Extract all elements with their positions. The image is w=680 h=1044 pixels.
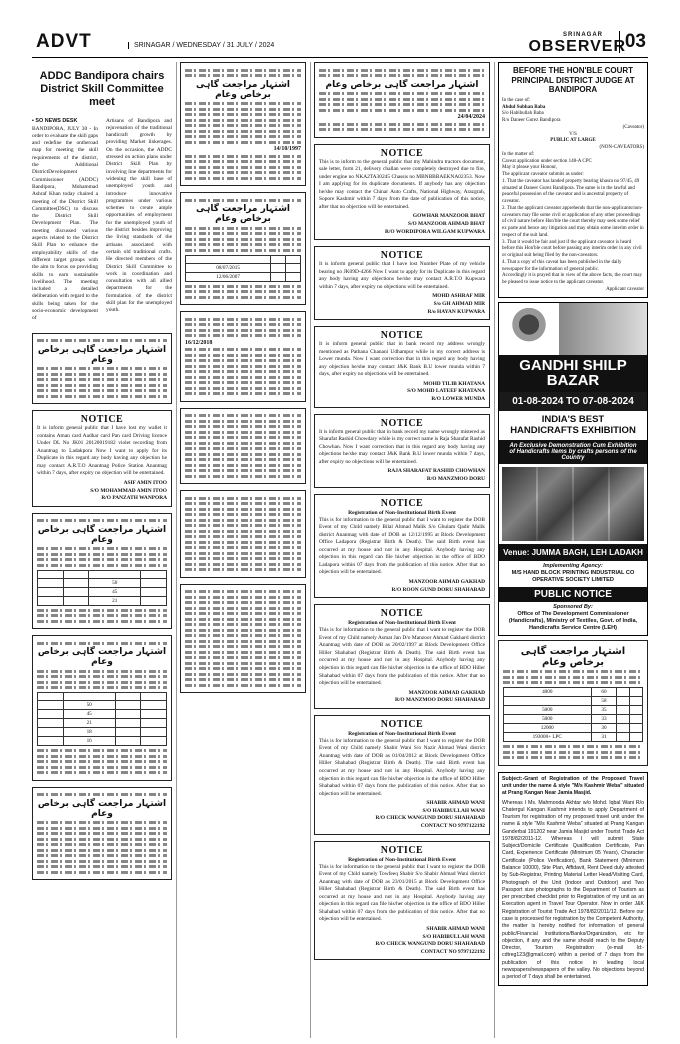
urdu-notice bbox=[180, 408, 306, 485]
notice-birth-event: NOTICE Registration of Non-Institutional Birth Event This is for information to the general public that I want to register the DOB Event of my Child namely Asmat Jan D/o Manzoor Ahmad Gakhard district Anantnag with date of DOB as 20/02/1997 at Block Development Office Hiller Shahabad (Registrar Birth & Death). The said Birth event has occurred at my house and not in any Hospital. Anybody having any objection in this regard can file his/her objection in the office of BDO Hiller Shahabad within 07 days from the publication of this notice. After that no objection will be entertained. MANZOOR AHMAD GAKHAD R/O MANZMOO DORU SHAHABAD bbox=[314, 604, 490, 709]
page-header bbox=[32, 30, 648, 58]
notice-tractor-documents: NOTICE This is to inform to the general public that my Mahindra tractors document, sale letter, form 21, delivery challan were completely destroyed due to fire, under engine no NKA2TA30245 Chassis no MBNBBBAEKNA02353. Now I am applying for its duplicate documents. If anybody has any objection he/she may contact the Chinar Auto Crafts, National Highway, Arazgrah, Sopore Kashmir within 7 days from the date of publication of this notice, after that no objection will be entertained. GOWHAR MANZOOR BHAT S/O MANZOOR AHMAD BHAT R/O WORDIPORA WILGAM KUPWARA bbox=[314, 144, 490, 241]
urdu-notice: اشتہار مراجعت گاہی برخاص وعام bbox=[32, 787, 172, 881]
urdu-notice: اشتہار مراجعت گاہی برخاص وعام 24/04/2024 bbox=[314, 62, 490, 138]
urdu-notice: 16/12/2018 bbox=[180, 311, 306, 402]
column-rule bbox=[494, 62, 495, 1038]
urdu-table: 4000 60 58 5000 35 5000 33 12000 30 193000+ LPC 31 bbox=[503, 687, 643, 742]
notice-lost-wallet: NOTICE It is inform general public that I have lost my wallet it contains Aman card Aadhar card Pan card Driving licence Under DL No JK01 20120019182 violet recording from Anantnag to Ladakpora Now I want to apply for its Duplicate in this regard any body having any objection he may contact A.R.T.O Anantnag Police Station Anantnag within 7 days, after expiry no objection will be entertained. ASIF AMIN ITOO S/O MOHAMMAD AMIN ITOO R/O PANZATH WANPORA bbox=[32, 410, 172, 507]
urdu-notice: اشتہار مراجعت گاہی برخاص وعام 4000 60 58 5000 35 5000 33 12000 30 193000+ LPC 31 bbox=[498, 640, 648, 766]
notice-name-correction: NOTICE It is inform general public that in bank record my name wrongly mistered as Sharafat Rashid Chowdary while is my correct name is Raja Sharafat Rashid Chowhan. Now I want correction that in this regard any body having any objections he/she may contact J&K Bank B.U lower munda within 7 days, after expiry no objections will be entertained. RAJA SHARAFAT RASHID CHOWHAN R/O MANZMOO DORU bbox=[314, 414, 490, 488]
urdu-notice: اشتہار مراجعت گاہی برخاص وعام 50 45 21 bbox=[32, 513, 172, 630]
article-headline: ADDC Bandipora chairs District Skill Committee meet bbox=[39, 70, 165, 109]
masthead bbox=[510, 32, 626, 56]
court-caveat: BEFORE THE HON'BLE COURT PRINCIPAL DISTRICT JUDGE AT BANDIPORA In the case of: Abdul Subhan Baba S/o Habibullah Baba R/o Daneer Gurez Bandipora (Caveator) V/S PUBLIC AT LARGE (NON-CAVEATORS) In the matter of: Caveat application under section 148-A CPC May it please your Honour, The applicant caveator submits as under: 1. That the caveator has landed property bearing khasra no 97/45, 49 situated at Daneer Gurez Bandipora. The same is in the lawful and peaceful possession of the caveator and is ancestral property of caveator. 2. That the applicant caveator apprehends that the non-applicants/non-caveators may file some civil or application of any other proceedings of civil nature before Hon'ble the court thereby may seek some relief ex parte and hence any litigation and may obtain some interim order in respect of the suit land. 3. That it would be fair and just if the applicant caveator is heard before this Hon'ble court before passing any interim order in any civil or original suit being filed by the non-caveators. 4. That a copy of this caveat has been published in the daily newspaper for the information of general public. Accordingly it is prayed that in view of the above facts, the court may be pleased to issue notice to the applicant caveator. Applicant caveator bbox=[498, 62, 648, 298]
column-rule bbox=[176, 62, 177, 1038]
notice-birth-event: NOTICE Registration of Non-Institutional Birth Event This is for information to the general public that I want to register the DOB Event of my Child namely Towfeeq Shabir S/o Shabir Ahmad Wani district Anantnag with date of DOB as 23/01/2015 at Block Development Office Hiller Shahabad (Registrar Birth & Death). The said Birth event has occurred at my house and not in any Hospital. Anybody having any objection in this regard can file his/her objection in the office of BDO Hiller Shahabad within 07 days from the publication of this notice. After that no objection will be entertained. SHABIR AHMAD WANI S/O HABIBULLAH WANI R/O CHECK WANGUND DORU SHAHABAD CONTACT NO 9797122192 bbox=[314, 841, 490, 961]
column-right bbox=[498, 62, 648, 1038]
gandhi-shilp-bazar-ad: GANDHI SHILP BAZAR 01-08-2024 TO 07-08-2024 INDIA'S BEST HANDICRAFTS EXHIBITION An Exclusive Demonstration Cum Exhibition of Handicrafts items by crafts persons of the Country Venue: JUMMA BAGH, LEH LADAKH Implementing Agency: M/S HAND BLOCK PRINTING INDUSTRIAL CO OPERATIVE SOCIETY LIMITED PUBLIC NOTICE Sponsored By: Office of The Development Commissioner (Handicrafts), Ministry of Textiles, Govt. of India, Handicrafts Service Centre (LEH) bbox=[498, 302, 648, 636]
handicraft-photos bbox=[502, 467, 644, 541]
article-body bbox=[32, 118, 172, 323]
article-byline: ▪ SO NEWS DESK bbox=[32, 117, 78, 124]
article-text-col2: Artisans of Bandipora and rejuvenation of the traditional handicraft growth by providing Market linkerages. On the occasion, the ADDC stressed on action plans under District Skill Plan by involving line departments for widening the skill base of unemployed youth and introduce innovative programmes under various schemes to create ample opportunities of employment for the unemployed youth of the district besides improving the living standards of the artisans associated with certain old traditional crafts. He directed members of the District Skill Committee to work in coordination and consultation with all allied departments for the formulation of the district skill plan for the unemployed youth. bbox=[106, 117, 172, 314]
column-notices bbox=[314, 62, 490, 1038]
urdu-notice bbox=[180, 490, 306, 578]
column-rule bbox=[310, 62, 311, 1038]
column-urdu bbox=[180, 62, 306, 1038]
urdu-table: 50 45 21 18 16 bbox=[37, 692, 167, 746]
article-text-col1: BANDIPORA, JULY 30 - In order to evaluate the skill gaps and redefine the ontheroad map for meeting the skill requirements of the district, the Additional DistrictDevelopment Commissioner (ADDC) Bandipora, Mohammad Ashraf Khan today chaired a meeting of the District Skill Committee(DSC) to discuss the District Skill Development Plan. The meeting discussed various aspects related to the District Skill Plan to enhance the employability skills of the different target groups with the aim to focus on providing skills to earn sustainable livelihood. The meeting included a detailed deliberation with regard to the skills being taken for the socio-economic development of bbox=[32, 125, 99, 322]
dateline: SRINAGAR / WEDNESDAY / 31 JULY / 2024 bbox=[128, 42, 274, 49]
notice-number-plate: NOTICE It is inform general public that I have lost Number Plate of my vehicle bearing no JK09D-4266 Now I want to apply for its Duplicate in this regard any body having any objections he/she may contact A.R.T.O Kupwara within 7 days, after expiry no objections will be entertained. MOHD ASHRAF MIR S/o GH AHMAD MIR R/o HAYAN KUPWARA bbox=[314, 246, 490, 320]
urdu-notice: اشتہار مراجعت گاہی برخاص وعام 50 45 21 18 16 bbox=[32, 635, 172, 781]
india-emblem-icon bbox=[509, 307, 549, 351]
tourism-registration-notice: Subject:-Grant of Registration of the Proposed Travel unit under the name & style "M/s Kashmir Weba" situated at Prang Kangan Near Jamia Masjid. Whereas I Ms. Mahmooda Akhtar w/o Mohd. Iqbal Wani R/o Chatergul Kangan Kashmir intends to apply Department of Tourism for registration of my proposed travel unit under the name & style "M/s Kashmir Weba" situated at Prang Kangan Ganderbal 191202 near Jamia Masjid under Tourist Trade Act 1978/82/2011-12. Whereas I will submit State Subject/Domicile Certificate Qualification Certificate, Pan Card, Experience Certificate (Minimum 05 Years), Character Certificate (Police Verification), Bank Statement (Minimum Balance 10000), Site Plan, Affidavit, Rent Deed duly attested by Sub-Registrar, Printing Material Letter Head/Visiting Card, Photograph of the Unit (Indoor and Outdoor) and Two Passport size photographs to the Department of Tourism as per prescribed checklist prior to Registration of my unit as an Execution agent in Travel Tour Operator. Now in order J&K Registration of Tourist Trade Act 1978/82/2011/12. Before our case is processed for registration by the Competent Authority, the matter is hereby notified for information of general public/Financial Institutions/Banks/Organization, etc for objection, if any and the same should reach to the Deputy Director, Tourism Registration (e-mail Id:- cdtreg123@gmail.com) within a period of 7 days from the publication of this notice in leading local newspapers/newspapers of the valley. No objections beyond a period of 7 days shall be entertained. bbox=[498, 772, 648, 986]
urdu-notice bbox=[180, 584, 306, 694]
section-label: ADVT bbox=[36, 31, 92, 52]
notice-birth-event: NOTICE Registration of Non-Institutional Birth Event This is for information to the general public that I want to register the DOB Event of my Child namely Shabir Wani S/o Nazir Ahmad Wani district Anantnag with date of DOB as 01/04/2012 at Block Development Office Hiller Shahabad (Registrar Birth & Death). The said Birth event has occurred at my house and not in any Hospital. Anybody having any objection in this regard can file his/her objection in the office of BDO Hiller Shahabad within 07 days from the publication of this notice. After that no objection will be entertained. SHABIR AHMAD WANI S/O HABIBULLAH WANI R/O CHECK WANGUND DORU SHAHABAD CONTACT NO 9797122192 bbox=[314, 715, 490, 835]
page-number: 03 bbox=[619, 31, 646, 53]
urdu-table: 50 45 21 bbox=[37, 570, 167, 606]
urdu-table: 08/07/2015 12/06/2007 bbox=[185, 255, 301, 282]
urdu-notice: اشتہار مراجعت گاہی برخاص وعام bbox=[32, 333, 172, 405]
masthead-city: SRINAGAR bbox=[562, 32, 603, 38]
masthead-title: OBSERVER bbox=[528, 38, 626, 55]
notice-birth-event: NOTICE Registration of Non-Institutional Birth Event This is for information to the general public that I want to register the DOB Event of my Child namely Bilal Ahmad Malik S/o Ghulam Qadir Malik district Anantnag with date of DOB as 12/12/1995 at Block Development Office Ladapora (Registrar Birth & Death). The said Birth event has occurred at my house and not in any Hospital. Anybody having any objection in this regard can file his/her objection in the office of BDO Ladapora within 07 days from the publication of this notice. After that no objection will be entertained. MANZOOR AHMAD GAKHAD R/O ROON GUND DORU SHAHABAD bbox=[314, 494, 490, 599]
column-left bbox=[32, 62, 172, 1038]
notice-address-correction: NOTICE It is inform general public that in bank record my address wrongly mentioned as Pathana Chanani Udhampur while in my correct address is Lower munda. Now I want correction that in this regard any body having any objection he/she may contact J&K Bank B.U lower munda within 7 days, after expiry no objections will be entertained. MOHD TILIB KHATANA S/O MOHD LATEEF KHATANA R/O LOWER MUNDA bbox=[314, 326, 490, 408]
urdu-notice: اشتہار مراجعت گاہی برخاص وعام 08/07/2015 12/06/2007 bbox=[180, 192, 306, 305]
ad-artwork bbox=[559, 303, 647, 355]
urdu-notice: اشتہار مراجعت گاہی برخاص وعام 14/10/1997 bbox=[180, 62, 306, 186]
